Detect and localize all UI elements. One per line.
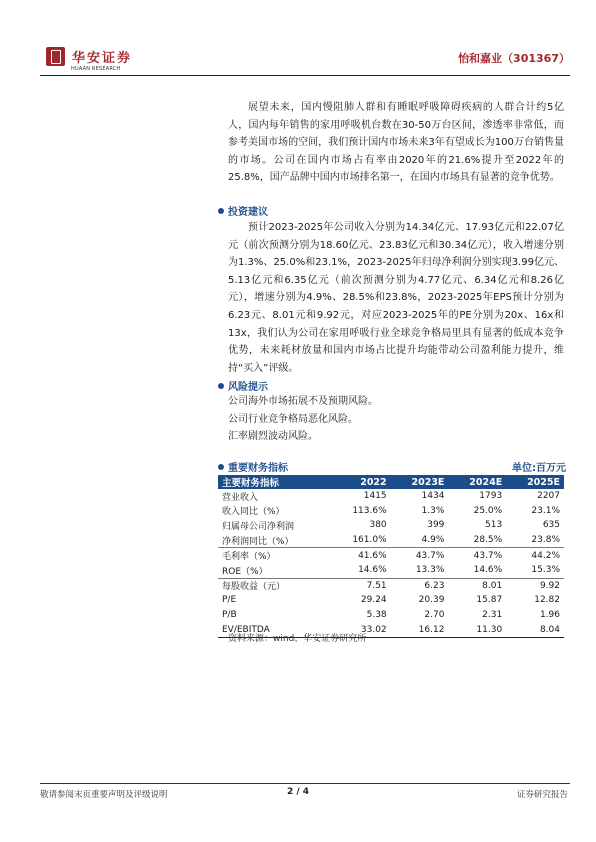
table-row [218,489,564,504]
risk-list [228,393,378,446]
financials-section-title [218,459,288,474]
stock-title: 怡和嘉业（301367） [458,52,570,65]
table-cell: 9.92 [506,578,564,593]
table-cell: 161.0% [352,535,387,546]
table-cell: 2.31 [482,610,503,621]
table-cell: 28.5% [473,535,503,546]
table-cell: 11.30 [448,622,506,637]
table-cell: 23.8% [531,535,560,546]
risk-item: 公司行业竞争格局恶化风险。 [228,413,358,425]
data-source-note: 资料来源：wind、华安证券研究所 [228,634,367,644]
table-cell: P/B [222,610,237,621]
table-cell: 净利润同比（%） [222,536,294,547]
table-cell: 12.82 [534,595,560,606]
bullet-icon [218,208,224,214]
table-header-row [218,475,564,489]
page-number: 2 / 4 [286,787,310,797]
table-row [218,504,564,519]
table-cell: 1.3% [421,505,445,516]
table-row [218,548,564,563]
table-cell: 4.9% [421,535,445,546]
outlook-paragraph [228,99,564,187]
table-cell: 7.51 [331,578,391,593]
table-header-cell: 2023E [391,475,449,489]
logo-icon [46,47,65,66]
logo-text: 华安证券 [72,51,133,66]
investment-section-title [218,203,268,218]
table-cell: 13.3% [415,565,445,576]
table-cell: 1.96 [539,610,560,621]
table-cell: 113.6% [352,505,387,516]
financials-title-text: 重要财务指标 [228,463,288,474]
table-cell: 380 [369,520,387,531]
table-cell: P/E [222,595,237,606]
table-cell: 513 [485,520,503,531]
table-header-cell: 2024E [448,475,506,489]
table-cell: 33.02 [331,622,391,637]
footer-disclaimer: 敬请参阅末页重要声明及评级说明 [40,790,168,800]
table-cell: 8.01 [448,578,506,593]
table-cell: 16.12 [391,622,449,637]
risk-section-title [218,378,268,393]
table-row [218,533,564,548]
table-row [218,608,564,623]
investment-title-text: 投资建议 [228,207,268,218]
bullet-icon [218,383,224,389]
unit-label: 单位:百万元 [512,463,566,474]
table-cell: 29.24 [360,595,387,606]
footer-divider [40,783,570,784]
table-cell: 15.3% [531,565,560,576]
table-cell: 14.6% [473,565,503,576]
table-cell: 43.7% [448,548,506,563]
table-cell: 2207 [537,491,560,502]
footer-report-type: 证券研究报告 [516,790,568,800]
bullet-icon [218,464,224,470]
table-row [218,578,564,593]
table-row [218,563,564,578]
header-divider [40,75,570,76]
table-cell: 20.39 [418,595,445,606]
table-cell: 营业收入 [222,492,259,503]
risk-item: 汇率剧烈波动风险。 [228,431,318,443]
table-cell: 1434 [421,491,445,502]
logo-subtext: HUAAN RESEARCH [71,66,121,72]
table-cell: 44.2% [506,548,564,563]
outlook-text: 展望未来，国内慢阻肺人群和有睡眠呼吸障碍疾病的人群合计约5亿人，国内每年销售的家用呼吸机台数在30-50万台区间，渗透率非常低，而参考美国市场的空间，我们预计国内市场未来3年有望成长为100万台销售量的市场。公司在国内市场占有率由2020年的21.6%提升至2022年的25.8%，国产品牌中国内市场排名第一，在国内市场具有显著的竞争优势。 [228,102,564,184]
table-cell: 5.38 [366,610,387,621]
table-cell: 8.04 [506,622,564,637]
table-cell: 毛利率（%） [218,548,331,563]
table-cell: 收入同比（%） [222,507,285,518]
investment-paragraph [228,219,564,377]
table-cell: 635 [542,520,560,531]
risk-item: 公司海外市场拓展不及预期风险。 [228,396,378,407]
table-cell: 1415 [363,491,387,502]
table-cell: 399 [427,520,445,531]
table-cell: 归属母公司净利润 [222,521,295,532]
table-header-cell: 主要财务指标 [218,475,331,489]
table-cell: 6.23 [391,578,449,593]
financial-table [218,475,564,638]
table-cell: 23.1% [531,505,560,516]
table-cell: 每股收益（元） [218,578,331,593]
table-cell: 2.70 [424,610,445,621]
table-header-cell: 2025E [506,475,564,489]
table-header-cell: 2022 [331,475,391,489]
table-row [218,518,564,533]
table-row [218,593,564,608]
table-cell: 15.87 [476,595,503,606]
table-cell: 14.6% [358,565,387,576]
table-cell: 25.0% [473,505,503,516]
table-cell: 1793 [479,491,503,502]
table-cell: EV/EBITDA [218,622,331,637]
risk-title-text: 风险提示 [228,382,268,393]
table-cell: 41.6% [331,548,391,563]
table-cell: ROE（%） [222,566,268,577]
investment-text: 预计2023-2025年公司收入分别为14.34亿元、17.93亿元和22.07亿元（前次预测分别为18.60亿元、23.83亿元和30.34亿元），收入增速分别为1.3%、25.0%和23.1%，2023-2025年归母净利润分别实现3.99亿元、5.13亿元和6.35亿元（前次预测分别为4.77亿元、6.34亿元和8.26亿元），增速分别为4.9%、28.5%和23.8%，2023-2025年EPS预计分别为6.23元、8.01元和9.92元，对应2023-2025年的PE分别为20x、16x和13x，我们认为公司在家用呼吸行业全球竞争格局里具有显著的低成本竞争优势，未来耗材放量和国内市场占比提升均能带动公司盈利能力提升，维持“买入”评级。 [228,222,564,374]
table-cell: 43.7% [391,548,449,563]
